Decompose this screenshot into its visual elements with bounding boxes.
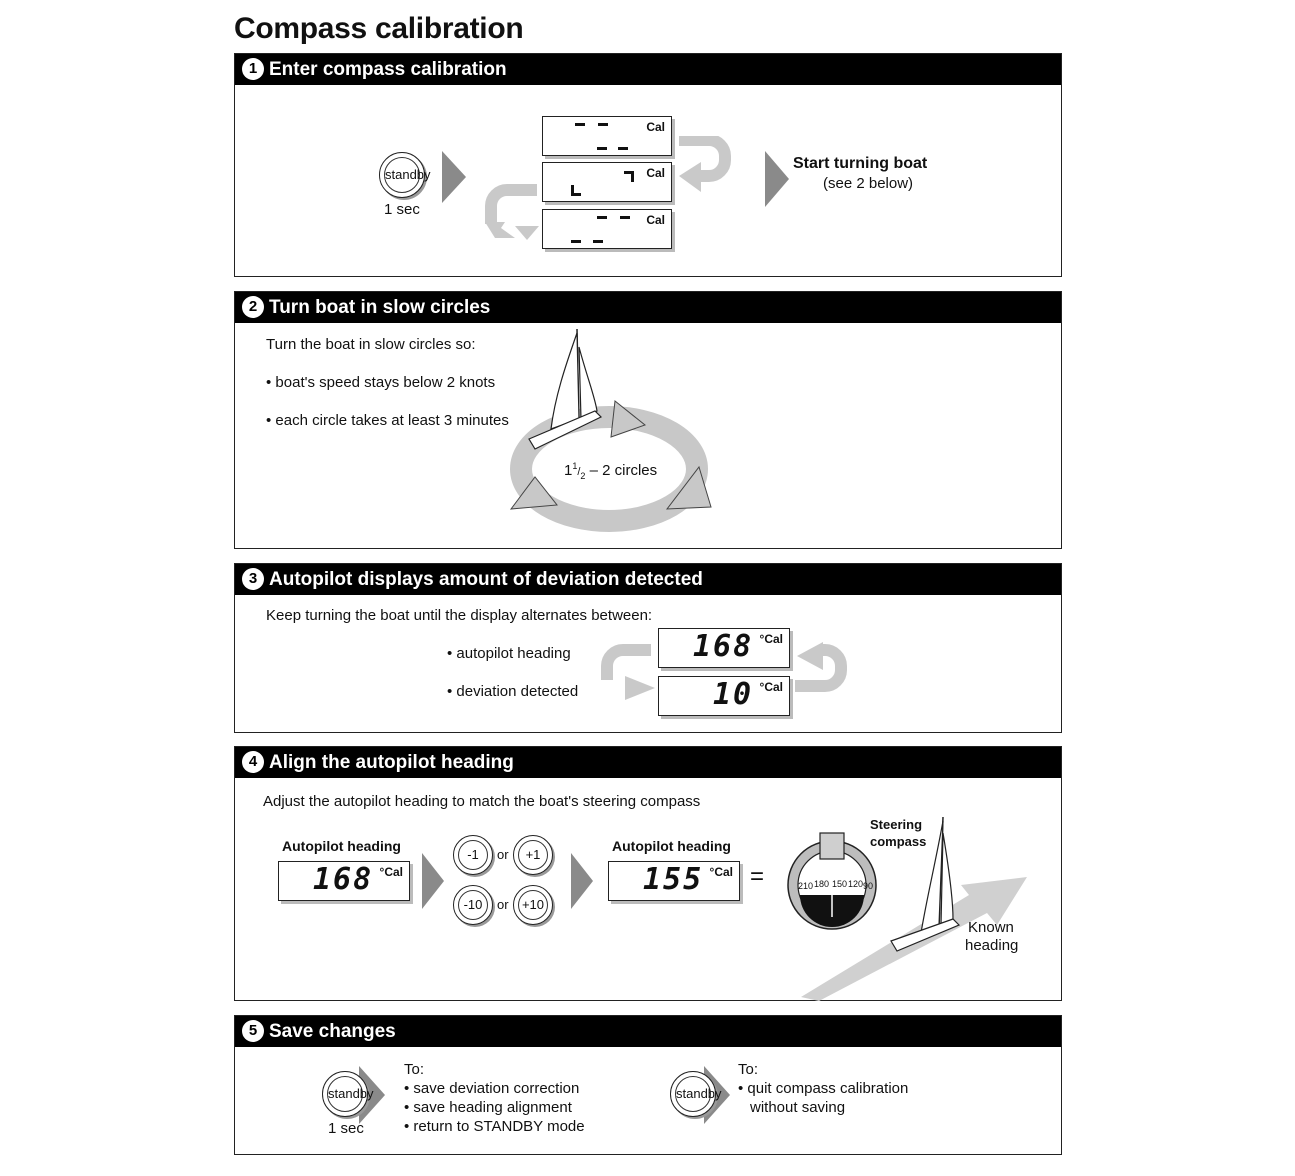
step3-bullet-1: • autopilot heading xyxy=(447,645,571,662)
steering-compass-label-2: compass xyxy=(870,834,927,849)
cycle-arrow-right-icon xyxy=(675,136,735,196)
known-heading-label-1: Known xyxy=(968,919,1014,936)
step2-header xyxy=(235,292,1061,323)
press-time: 1 sec xyxy=(328,1120,364,1137)
step2-header-text: Turn boat in slow circles xyxy=(269,297,491,318)
press-time: 1 sec xyxy=(384,201,420,218)
plus-1-button[interactable] xyxy=(513,835,553,875)
standby-button-save[interactable] xyxy=(322,1071,374,1117)
compass-tick: 210 xyxy=(798,881,814,891)
minus-1-button[interactable] xyxy=(453,835,493,875)
cycle-arrow-left-icon xyxy=(485,184,545,244)
lcd-deviation xyxy=(658,676,790,716)
circles-count: $1^1/_2 - 2$ circles xyxy=(564,461,658,481)
step5-header xyxy=(235,1016,1061,1047)
lcd-heading-before xyxy=(278,861,410,901)
lcd-cal-label: Cal xyxy=(646,213,665,227)
step5-number: 5 xyxy=(242,1020,264,1042)
arrow-right-icon xyxy=(420,853,446,909)
steering-compass-label-1: Steering xyxy=(870,817,923,832)
segment-pattern-1 xyxy=(573,121,643,155)
compass-tick: 120 xyxy=(848,879,864,889)
known-heading-label-2: heading xyxy=(965,937,1019,954)
arrow-right-icon xyxy=(569,853,595,909)
arrow-right-icon xyxy=(440,151,468,203)
lcd-heading-after-value: 155 xyxy=(643,862,704,897)
lcd-cal-label: Cal xyxy=(646,166,665,180)
lcd-deg-cal: °Cal xyxy=(759,680,783,694)
arrow-right-icon xyxy=(763,151,791,207)
step4-panel xyxy=(234,746,1062,1001)
plus-1-label: +1 xyxy=(518,840,548,870)
step4-number: 4 xyxy=(242,751,264,773)
lcd-deg-cal: °Cal xyxy=(709,865,733,879)
sailboat-icon xyxy=(525,327,635,457)
sailboat-icon xyxy=(887,815,967,961)
lcd-deg-cal: °Cal xyxy=(379,865,403,879)
step2-number: 2 xyxy=(242,296,264,318)
step3-header xyxy=(235,564,1061,595)
standby-button-quit[interactable] xyxy=(670,1071,722,1117)
lcd-cal-label: Cal xyxy=(646,120,665,134)
step5-header-text: Save changes xyxy=(269,1021,396,1042)
minus-10-button[interactable] xyxy=(453,885,493,925)
label-autopilot-heading-after: Autopilot heading xyxy=(612,838,731,854)
standby-button-label: standby xyxy=(327,1076,363,1112)
step3-panel xyxy=(234,563,1062,733)
label-autopilot-heading-before: Autopilot heading xyxy=(282,838,401,854)
standby-button-label: standby xyxy=(675,1076,711,1112)
start-turning-title: Start turning boat xyxy=(793,155,928,172)
quit-to-label: To: xyxy=(738,1061,759,1078)
compass-tick: 90 xyxy=(863,881,874,891)
step1-header-text: Enter compass calibration xyxy=(269,59,507,80)
step4-header-text: Align the autopilot heading xyxy=(269,752,514,773)
step5-panel xyxy=(234,1015,1062,1155)
cycle-arrow-right-icon xyxy=(791,642,847,704)
equals-sign: = xyxy=(750,863,765,890)
page-title: Compass calibration xyxy=(234,12,524,45)
lcd-deg-cal: °Cal xyxy=(759,632,783,646)
standby-button[interactable] xyxy=(379,152,431,198)
step2-bullet-2: • each circle takes at least 3 minutes xyxy=(266,412,509,429)
step3-intro: Keep turning the boat until the display alternates between: xyxy=(266,607,653,624)
start-turning-note: (see 2 below) xyxy=(823,175,914,192)
step3-number: 3 xyxy=(242,568,264,590)
compass-tick: 180 xyxy=(814,879,830,889)
lcd-display-1 xyxy=(542,116,672,156)
plus-10-label: +10 xyxy=(518,890,548,920)
quit-bullet-1: • quit compass calibration xyxy=(738,1080,909,1097)
minus-10-label: -10 xyxy=(458,890,488,920)
compass-tick: 150 xyxy=(832,879,848,889)
step2-panel xyxy=(234,291,1062,549)
lcd-autopilot-heading xyxy=(658,628,790,668)
step4-intro: Adjust the autopilot heading to match the boat's steering compass xyxy=(263,793,701,810)
step2-bullet-1: • boat's speed stays below 2 knots xyxy=(266,374,496,391)
lcd-deviation-value: 10 xyxy=(713,677,754,712)
step4-header xyxy=(235,747,1061,778)
step3-header-text: Autopilot displays amount of deviation detected xyxy=(269,569,703,590)
step1-panel xyxy=(234,53,1062,277)
or-label: or xyxy=(497,897,509,912)
lcd-heading-after xyxy=(608,861,740,901)
step1-number: 1 xyxy=(242,58,264,80)
lcd-display-2 xyxy=(542,162,672,202)
minus-1-label: -1 xyxy=(458,840,488,870)
segment-pattern-2 xyxy=(567,167,647,201)
step2-intro: Turn the boat in slow circles so: xyxy=(266,336,476,353)
save-bullet-2: • save heading alignment xyxy=(404,1099,572,1116)
lcd-heading-value: 168 xyxy=(693,629,754,664)
save-bullet-3: • return to STANDBY mode xyxy=(404,1118,585,1135)
or-label: or xyxy=(497,847,509,862)
cycle-arrow-left-icon xyxy=(601,644,657,702)
step3-bullet-2: • deviation detected xyxy=(447,683,579,700)
lcd-heading-before-value: 168 xyxy=(313,862,374,897)
standby-button-label: standby xyxy=(384,157,420,193)
lcd-display-3 xyxy=(542,209,672,249)
quit-bullet-2: without saving xyxy=(750,1099,846,1116)
save-to-label: To: xyxy=(404,1061,425,1078)
save-bullet-1: • save deviation correction xyxy=(404,1080,580,1097)
plus-10-button[interactable] xyxy=(513,885,553,925)
step1-header xyxy=(235,54,1061,85)
segment-pattern-3 xyxy=(567,214,647,248)
